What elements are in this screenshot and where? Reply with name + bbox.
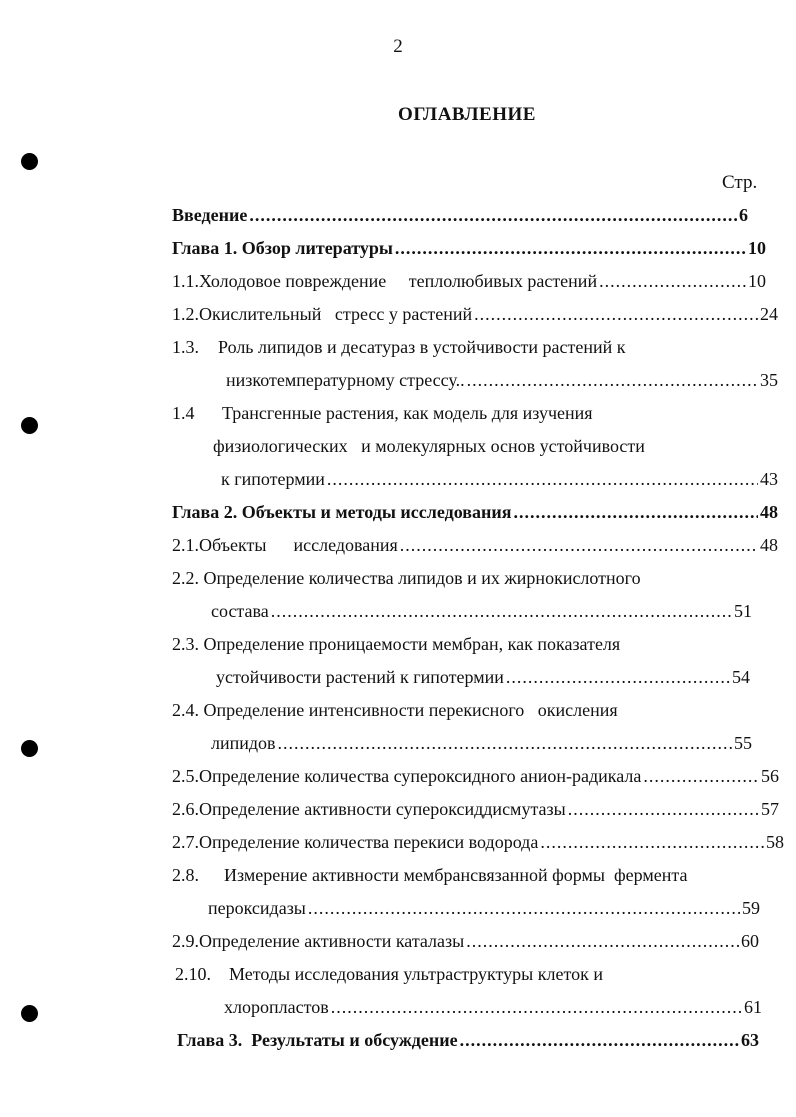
dot-leader: [460, 1027, 739, 1053]
toc-entry-1-4: [172, 400, 772, 426]
toc-entry-1-4-cont: [213, 433, 773, 459]
entry-number: 2.9.: [172, 931, 199, 951]
punch-hole: [21, 417, 38, 434]
punch-hole: [21, 153, 38, 170]
entry-text: 2.4. Определение интенсивности перекисного окисления: [172, 700, 618, 720]
entry-number: 2.6.: [172, 799, 199, 819]
dot-leader: [568, 796, 759, 822]
dot-leader: [506, 664, 730, 690]
entry-text: Измерение активности мембрансвязанной формы фермента: [224, 865, 688, 885]
dot-leader: [271, 598, 732, 624]
entry-text: липидов: [211, 733, 276, 753]
entry-text: низкотемпературному стрессу..: [226, 370, 465, 390]
entry-text: Роль липидов и десатураз в устойчивости растений к: [218, 337, 626, 357]
entry-text: физиологических и молекулярных основ устойчивости: [213, 436, 645, 456]
entry-text: к гипотермии: [221, 469, 325, 489]
dot-leader: [331, 994, 742, 1020]
entry-text: устойчивости растений к гипотермии: [216, 667, 504, 687]
toc-entry-1-4-cont: [221, 466, 778, 492]
entry-text: Объекты исследования: [199, 535, 398, 555]
entry-page: 55: [734, 733, 752, 753]
entry-page: 63: [741, 1030, 759, 1050]
toc-entry-1-1: [172, 268, 766, 294]
toc-entry-2-4: [172, 697, 772, 723]
entry-text: Глава 2. Объекты и методы исследования: [172, 502, 512, 522]
dot-leader: [400, 532, 758, 558]
entry-page: 57: [761, 799, 779, 819]
toc-entry-chapter-1: [172, 235, 766, 261]
dot-leader: [474, 301, 758, 327]
toc-entry-2-2-cont: [211, 598, 752, 624]
toc-entry-2-10-cont: [224, 994, 762, 1020]
toc-entry-1-2: [172, 301, 778, 327]
toc-entry-2-9: [172, 928, 759, 954]
entry-text: Определение активности каталазы: [199, 931, 465, 951]
dot-leader: [513, 499, 758, 525]
entry-number: 2.7.: [172, 832, 199, 852]
dot-leader: [643, 763, 759, 789]
entry-page: 43: [760, 469, 778, 489]
page-number: 2: [393, 36, 403, 57]
entry-page: 48: [760, 502, 778, 522]
entry-text: Определение количества супероксидного анион-радикала: [199, 766, 642, 786]
entry-number: 2.10.: [175, 964, 211, 984]
dot-leader: [540, 829, 764, 855]
dot-leader: [599, 268, 746, 294]
dot-leader: [278, 730, 732, 756]
entry-text: пероксидазы: [208, 898, 306, 918]
entry-text: Определение активности супероксиддисмутазы: [199, 799, 566, 819]
entry-page: 56: [761, 766, 779, 786]
toc-entry-2-10: [175, 961, 775, 987]
dot-leader: [249, 202, 737, 228]
entry-text: 2.3. Определение проницаемости мембран, как показателя: [172, 634, 621, 654]
toc-entry-2-4-cont: [211, 730, 752, 756]
entry-text: Холодовое повреждение теплолюбивых растений: [199, 271, 598, 291]
toc-entry-chapter-2: [172, 499, 778, 525]
entry-number: 1.3.: [172, 337, 199, 357]
entry-page: 60: [741, 931, 759, 951]
toc-entry-chapter-3: [177, 1027, 759, 1053]
dot-leader: [395, 235, 746, 261]
entry-text: Глава 1. Обзор литературы: [172, 238, 393, 258]
dot-leader: [327, 466, 758, 492]
entry-text: Методы исследования ультраструктуры клеток и: [229, 964, 604, 984]
entry-page: 6: [739, 205, 748, 225]
toc-entry-1-3-cont: [226, 367, 778, 393]
entry-page: 10: [748, 271, 766, 291]
toc-entry-2-2: [172, 565, 772, 591]
entry-number: 1.1.: [172, 271, 199, 291]
entry-page: 35: [760, 370, 778, 390]
page-column-header: Стр.: [722, 172, 758, 193]
toc-entry-2-3-cont: [216, 664, 750, 690]
entry-page: 61: [744, 997, 762, 1017]
entry-text: Окислительный стресс у растений: [199, 304, 473, 324]
entry-number: 2.5.: [172, 766, 199, 786]
dot-leader: [466, 928, 739, 954]
entry-page: 54: [732, 667, 750, 687]
entry-number: 2.8.: [172, 865, 199, 885]
toc-entry-2-3: [172, 631, 772, 657]
entry-text: 2.2. Определение количества липидов и их жирнокислотного: [172, 568, 641, 588]
entry-text: Глава 3. Результаты и обсуждение: [177, 1030, 458, 1050]
entry-page: 59: [742, 898, 760, 918]
toc-entry-2-6: [172, 796, 779, 822]
toc-entry-2-8: [172, 862, 772, 888]
toc-entry-2-5: [172, 763, 779, 789]
dot-leader: [308, 895, 740, 921]
toc-entry-2-1: [172, 532, 778, 558]
entry-number: 2.1.: [172, 535, 199, 555]
entry-text: хлоропластов: [224, 997, 329, 1017]
toc-entry-2-8-cont: [208, 895, 760, 921]
entry-number: 1.4: [172, 403, 195, 423]
toc-entry-introduction: [172, 202, 748, 228]
toc-entry-1-3: [172, 334, 772, 360]
entry-text: Трансгенные растения, как модель для изучения: [222, 403, 593, 423]
punch-hole: [21, 740, 38, 757]
toc-title: ОГЛАВЛЕНИЕ: [398, 104, 536, 125]
dot-leader: [467, 367, 758, 393]
entry-page: 24: [760, 304, 778, 324]
entry-page: 51: [734, 601, 752, 621]
entry-number: 1.2.: [172, 304, 199, 324]
entry-text: Введение: [172, 205, 248, 225]
entry-page: 48: [760, 535, 778, 555]
entry-page: 10: [748, 238, 766, 258]
toc-entry-2-7: [172, 829, 784, 855]
punch-hole: [21, 1005, 38, 1022]
entry-text: состава: [211, 601, 269, 621]
entry-page: 58: [766, 832, 784, 852]
entry-text: Определение количества перекиси водорода: [199, 832, 539, 852]
